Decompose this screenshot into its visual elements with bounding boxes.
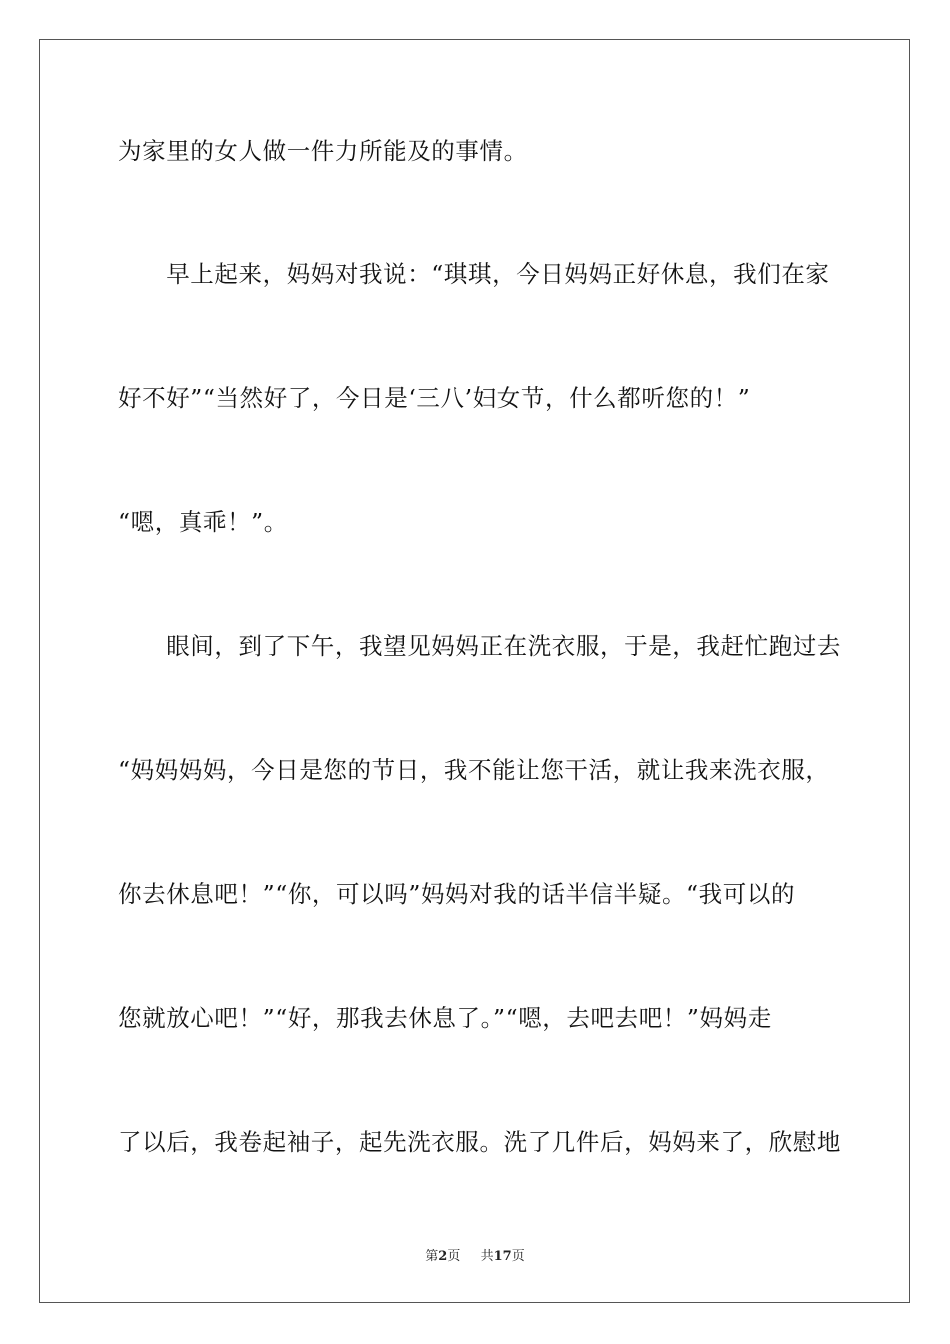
page-footer bbox=[0, 1248, 950, 1266]
total-prefix: 共 bbox=[480, 1249, 494, 1264]
text-line-6: “妈妈妈妈，今日是您的节日，我不能让您干活，就让我来洗衣服， bbox=[118, 756, 830, 784]
total-suffix: 页 bbox=[511, 1249, 525, 1264]
text-line-8: 您就放心吧！”“好，那我去休息了。”“嗯，去吧去吧！”妈妈走 bbox=[118, 1004, 772, 1032]
text-line-5: 眼间，到了下午，我望见妈妈正在洗衣服，于是，我赶忙跑过去 bbox=[118, 632, 841, 660]
text-line-9: 了以后，我卷起袖子，起先洗衣服。洗了几件后，妈妈来了，欣慰地 bbox=[118, 1128, 841, 1156]
text-line-3: 好不好”“当然好了，今日是‘三八’妇女节，什么都听您的！” bbox=[118, 384, 751, 412]
total-pages: 17 bbox=[493, 1249, 512, 1264]
page-number: 2 bbox=[438, 1249, 448, 1264]
page-border bbox=[39, 39, 910, 1303]
total-pages-label bbox=[481, 1249, 525, 1264]
text-line-4: “嗯，真乖！”。 bbox=[118, 508, 288, 536]
page-number-label bbox=[425, 1249, 464, 1264]
page-prefix: 第 bbox=[425, 1249, 439, 1264]
text-line-1: 为家里的女人做一件力所能及的事情。 bbox=[118, 137, 528, 165]
text-line-7: 你去休息吧！”“你，可以吗”妈妈对我的话半信半疑。“我可以的 bbox=[118, 880, 796, 908]
page-suffix: 页 bbox=[447, 1249, 461, 1264]
text-line-2: 早上起来，妈妈对我说：“琪琪，今日妈妈正好休息，我们在家 bbox=[118, 260, 830, 288]
